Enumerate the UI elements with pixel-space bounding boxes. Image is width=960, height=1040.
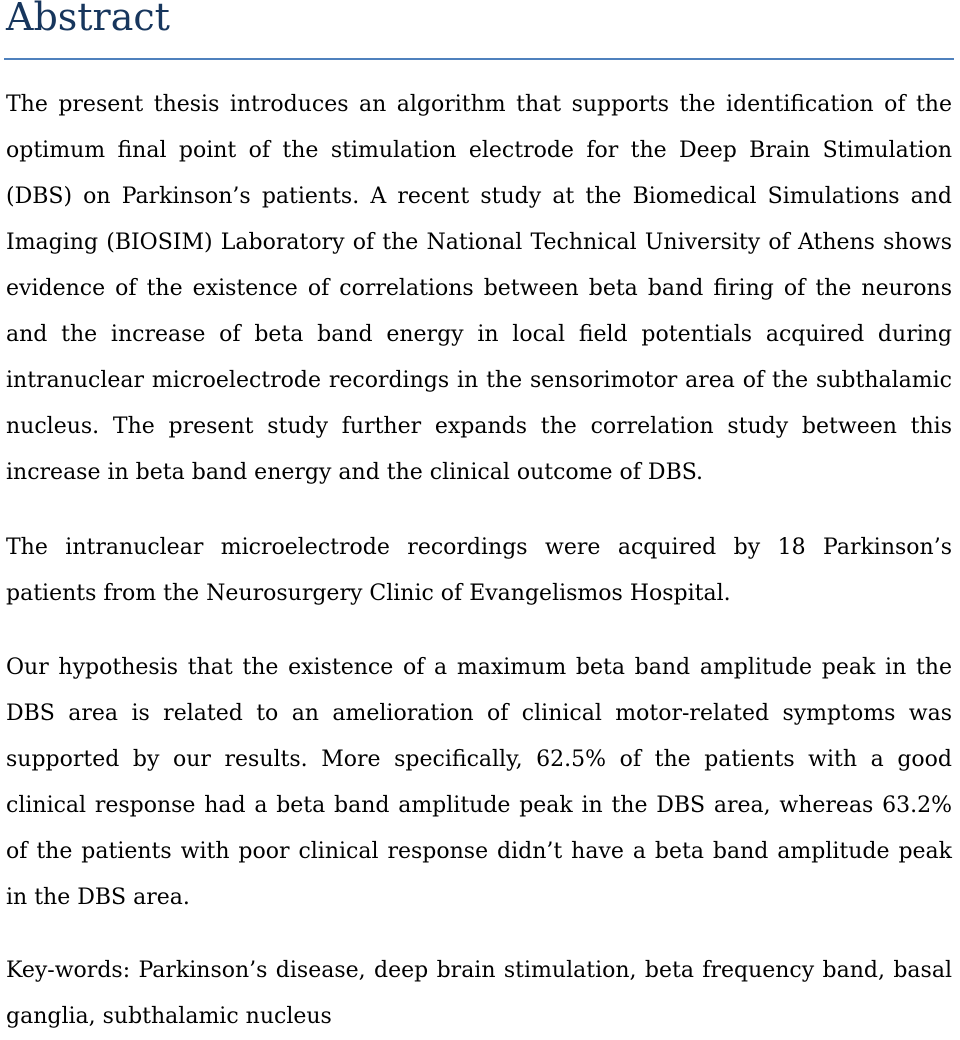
abstract-keywords: Key-words: Parkinson’s disease, deep brain stimulation, beta frequency band, basal ganglia, subthalamic nucleus [6,958,952,1029]
abstract-paragraph-recordings: The intranuclear microelectrode recordings were acquired by 18 Parkinson’s patients from the Neurosurgery Clinic of Evangelismos Hospital. [6,535,952,606]
abstract-paragraph-intro: The present thesis introduces an algorithm that supports the identification of the optimum final point of the stimulation electrode for the Deep Brain Stimulation (DBS) on Parkinson’s patients. A recent study at the Biomedical Simulations and Imaging (BIOSIM) Laboratory of the National Technical University of Athens shows evidence of the existence of correlations between beta band firing of the neurons and the increase of beta band energy in local field potentials acquired during intranuclear microelectrode recordings in the sensorimotor area of the subthalamic nucleus. The present study further expands the correlation study between this increase in beta band energy and the clinical outcome of DBS. [6,92,952,485]
title-underline [4,58,954,60]
abstract-paragraph-results: Our hypothesis that the existence of a maximum beta band amplitude peak in the DBS area is related to an amelioration of clinical motor-related symptoms was supported by our results. More specifically, 62.5% of the patients with a good clinical response had a beta band amplitude peak in the DBS area, whereas 63.2% of the patients with poor clinical response didn’t have a beta band amplitude peak in the DBS area. [6,655,952,910]
page-title: Abstract [6,0,170,39]
